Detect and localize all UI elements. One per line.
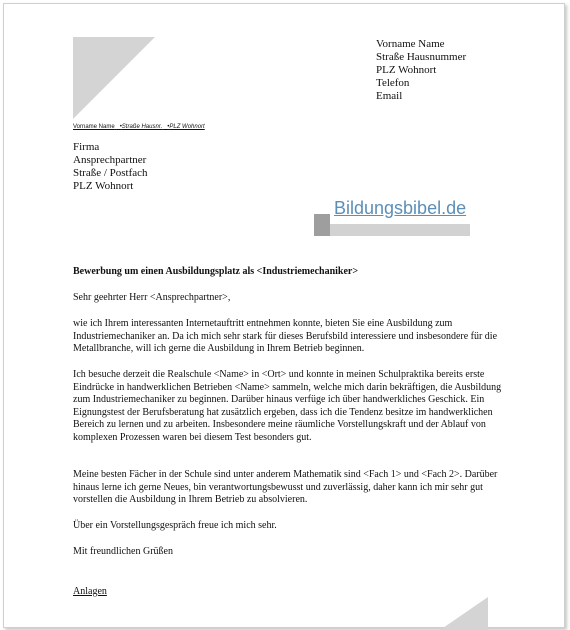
recipient-address-block bbox=[73, 141, 148, 193]
logo-link[interactable]: Bildungsbibel.de bbox=[334, 198, 467, 218]
recipient-contact: Ansprechpartner bbox=[73, 154, 147, 166]
sender-email: Email bbox=[376, 90, 403, 102]
recipient-company: Firma bbox=[73, 141, 100, 153]
enclosures-label: Anlagen bbox=[73, 586, 107, 597]
corner-triangle-decoration bbox=[73, 37, 155, 119]
recipient-city: PLZ Wohnort bbox=[73, 180, 134, 192]
logo-bar-dark bbox=[314, 214, 330, 236]
letter-paragraph-1: wie ich Ihrem interessanten Internetauftritt entnehmen konnte, bieten Sie eine Ausbildung zum Industriemechaniker an. Da ich mich sehr stark für dieses Berufsbild interessiere und insbesondere für die Metallbranche, will ich gerne die Ausbildung in Ihrem Betrieb beginnen. bbox=[73, 318, 498, 354]
return-city: PLZ Wohnort bbox=[169, 124, 205, 130]
return-street: Straße Hausnr. bbox=[121, 124, 163, 130]
sender-address-block bbox=[376, 38, 466, 103]
recipient-street: Straße / Postfach bbox=[73, 167, 148, 179]
letter-paragraph-3: Meine besten Fächer in der Schule sind unter anderem Mathematik sind <Fach 1> und <Fach 2>. Darüber hinaus lerne ich gerne Neues, bin verantwortungsbewusst und zuverlässig, daher kann ich mir sehr gut vorstellen die Ausbildung in Ihrem Betrieb zu absolvieren. bbox=[73, 469, 498, 505]
return-name: Vorname Name bbox=[73, 124, 115, 130]
sender-street: Straße Hausnummer bbox=[376, 51, 467, 63]
sender-name: Vorname Name bbox=[376, 38, 445, 50]
letter-paragraph-4: Über ein Vorstellungsgespräch freue ich mich sehr. bbox=[73, 520, 277, 531]
letter-paragraph-2: Ich besuche derzeit die Realschule <Name> in <Ort> und konnte in meinen Schulpraktika bereits erste Eindrücke in handwerklichen Betrieben <Name> sammeln, welche mich darin bekräftigen, die Ausbildung zum Industriemechaniker zu beginnen. Darüber hinaus verfüge ich über handwerkliches Geschick. Ein Eignungstest der Berufsberatung hat zusätzlich ergeben, dass ich die Tendenz besitze im handwerklichen Bereich zu lernen und zu arbeiten. Insbesondere meine räumliche Vorstellungskraft und der Ablauf von komplexen Prozessen waren bei diesem Test besonders gut. bbox=[73, 369, 502, 443]
letter-salutation: Sehr geehrter Herr <Ansprechpartner>, bbox=[73, 292, 231, 303]
return-address-line: Vorname Name •Straße Hausnr. •PLZ Wohnort bbox=[73, 124, 205, 130]
logo-bar-light bbox=[330, 224, 470, 236]
sender-city: PLZ Wohnort bbox=[376, 64, 437, 76]
sender-phone: Telefon bbox=[376, 77, 410, 89]
letter-subject: Bewerbung um einen Ausbildungsplatz als <Industriemechaniker> bbox=[73, 266, 359, 277]
letter-closing: Mit freundlichen Grüßen bbox=[73, 546, 173, 557]
corner-triangle-decoration-bottom bbox=[440, 597, 488, 630]
